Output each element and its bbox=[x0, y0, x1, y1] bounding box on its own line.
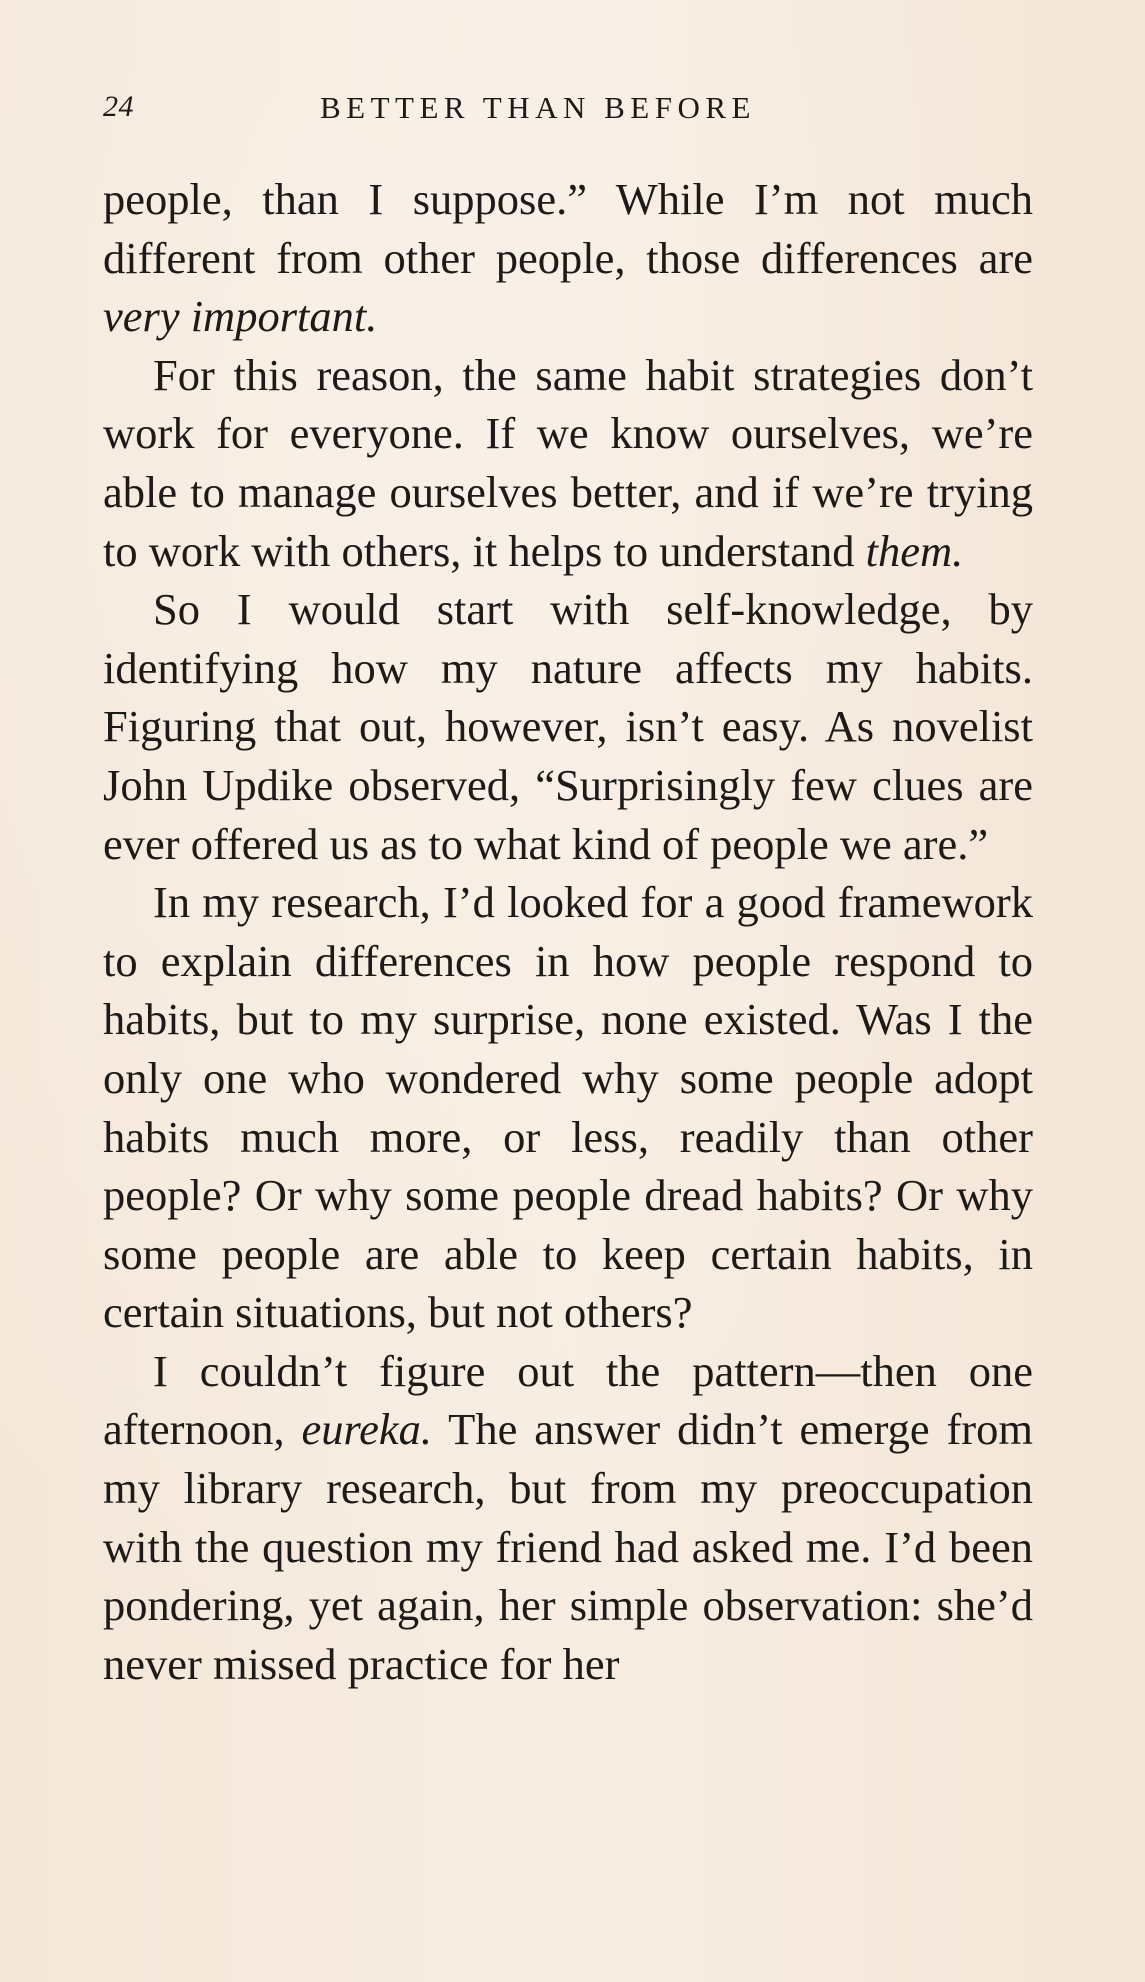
paragraph-4 bbox=[103, 873, 1033, 1342]
body-text bbox=[103, 170, 1033, 1693]
text-run: So I would start with self-knowledge, by identifying how my nature affects my habits. Figuring that out, however, isn’t easy. As novelist John Updike observed, “Surprisingly few clues are ever offered us as to what kind of people we are.” bbox=[103, 584, 1033, 869]
book-title: BETTER THAN BEFORE bbox=[320, 90, 756, 125]
text-run: people, than I suppose.” While I’m not much different from other people, those differences are bbox=[103, 174, 1033, 283]
text-run: I couldn’t figure out the pattern—then one afternoon, bbox=[103, 1345, 1033, 1455]
italic-text-run: very important. bbox=[103, 291, 378, 342]
paragraph-1 bbox=[103, 170, 1033, 346]
paragraph-2 bbox=[103, 346, 1033, 580]
paragraph-3 bbox=[103, 580, 1033, 873]
running-head bbox=[103, 90, 1033, 134]
text-run: For this reason, the same habit strategies don’t work for everyone. If we know ourselves, we’re able to manage ourselves better, and if we’re trying to work with others, it helps to understand bbox=[103, 349, 1033, 576]
italic-text-run: them. bbox=[865, 525, 964, 576]
text-run: In my research, I’d looked for a good framework to explain differences in how people respond to habits, but to my surprise, none existed. Was I the only one who wondered why some people adopt habits much more, or less, readily than other people? Or why some people dread habits? Or why some people are able to keep certain habits, in certain situations, but not others? bbox=[103, 877, 1033, 1338]
paragraph-5 bbox=[103, 1342, 1033, 1694]
page-number: 24 bbox=[103, 90, 134, 123]
text-run: The answer didn’t emerge from my library research, but from my preoccupation with the question my friend had asked me. I’d been pondering, yet again, her simple observation: she’d never missed practice for her bbox=[103, 1404, 1033, 1689]
italic-text-run: eureka. bbox=[301, 1404, 433, 1455]
